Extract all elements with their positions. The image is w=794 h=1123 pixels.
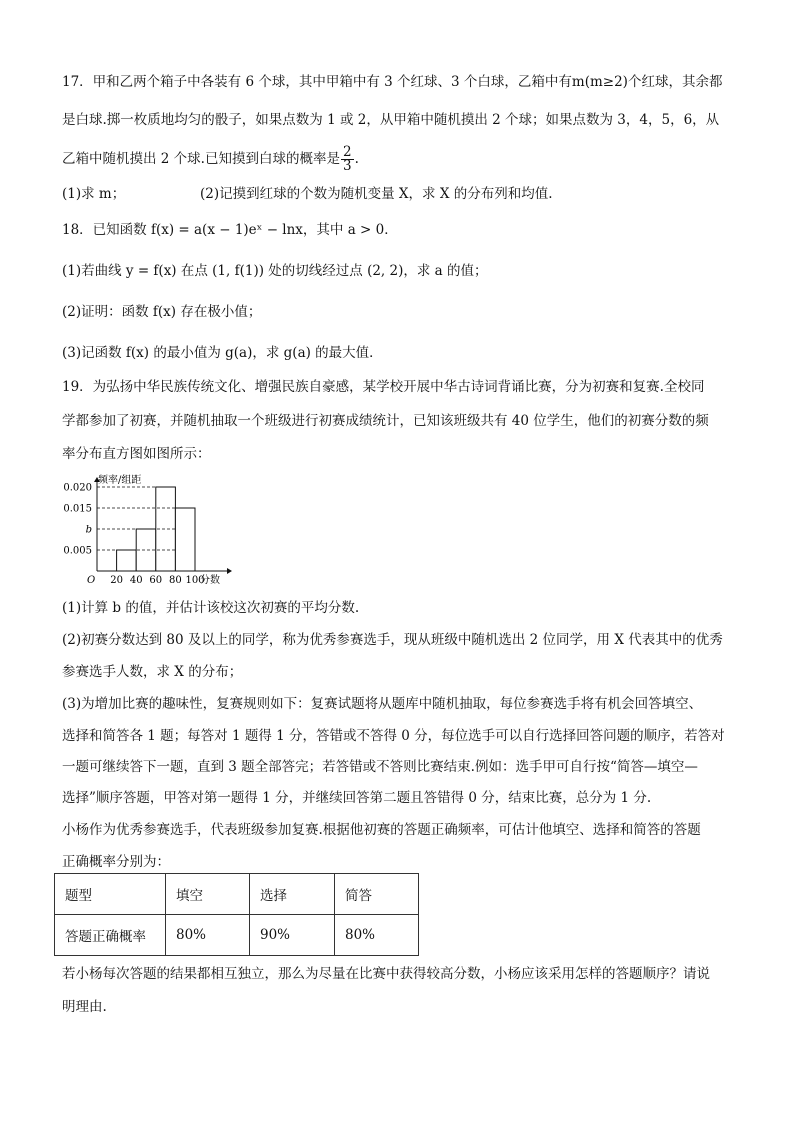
q18-sub2: (2)证明：函数 f(x) 存在极小值； [62,304,262,320]
frequency-histogram [60,470,240,590]
q17-frac-num: 2 [342,144,352,160]
q19-sub1: (1)计算 b 的值，并估计该校这次初赛的平均分数. [62,600,360,616]
q18-stem: 18．已知函数 f(x) = a(x − 1)eˣ − lnx，其中 a > 0． [62,222,398,238]
q19-line1: 19．为弘扬中华民族传统文化、增强民族自豪感，某学校开展中华古诗词背诵比赛，分为初赛和复赛.全校同 [62,379,705,395]
y-tick-label: b [85,524,92,536]
q17-frac-den: 3 [342,158,352,174]
table-header-cell: 填空 [166,874,250,915]
table-cell: 90% [250,915,335,956]
q17-line3 [62,146,359,173]
q17-line1: 17．甲和乙两个箱子中各装有 6 个球，其中甲箱中有 3 个红球、3 个白球，乙箱中有m(m≥2)个红球，其余都 [62,74,723,90]
q19-sub2b: 参赛选手人数，求 X 的分布； [62,664,243,680]
table-header-row [55,874,419,915]
x-axis-arrow [227,568,232,574]
table-header-cell: 简答 [335,874,419,915]
table-cell: 答题正确概率 [55,915,166,956]
q17-subquestions [62,184,553,204]
x-tick-label: 20 [110,575,123,586]
table-cell: 80% [335,915,419,956]
q19-line2: 学都参加了初赛，并随机抽取一个班级进行初赛成绩统计，已知该班级共有 40 位学生，他们的初赛分数的频 [62,413,709,429]
table-row [55,915,419,956]
histogram-bar [175,508,195,571]
y-tick-label: 0.005 [63,545,92,557]
q19-line3: 率分布直方图如图所示： [62,446,211,462]
x-tick-label: 80 [169,575,182,586]
q17-line3-text: 乙箱中随机摸出 2 个球.已知摸到白球的概率是 [62,151,340,167]
q19-sub3c: 一题可继续答下一题，直到 3 题全部答完；若答错或不答则比赛结束.例如：选手甲可自行按“简答—填空— [62,759,698,775]
y-tick-label: 0.015 [63,503,92,515]
q17-fraction [341,146,354,173]
table-cell: 80% [166,915,250,956]
q17-sub2: (2)记摸到红球的个数为随机变量 X，求 X 的分布列和均值. [200,186,553,202]
table-header-cell: 选择 [250,874,335,915]
x-tick-label: 60 [149,575,163,586]
q18-sub1: (1)若曲线 y = f(x) 在点 (1, f(1)) 处的切线经过点 (2, 2)，求 a 的值； [62,263,488,279]
q17-line2: 是白球.掷一枚质地均匀的骰子，如果点数为 1 或 2，从甲箱中随机摸出 2 个球；如果点数为 3，4，5，6，从 [62,112,720,128]
q19-para2: 正确概率分别为： [62,854,170,870]
y-tick-label: 0.020 [63,482,92,494]
origin-label: O [87,575,96,586]
q19-sub3d: 选择”顺序答题，甲答对第一题得 1 分，并继续回答第二题且答错得 0 分，结束比赛，总分为 1 分. [62,790,652,806]
q19-end1: 若小杨每次答题的结果都相互独立，那么为尽量在比赛中获得较高分数，小杨应该采用怎样的答题顺序？请说 [62,966,710,982]
x-axis-label: 分数 [200,575,220,586]
q19-sub3b: 选择和简答各 1 题；每答对 1 题得 1 分，答错或不答得 0 分，每位选手可以自行选择回答问题的顺序，若答对 [62,728,725,744]
q18-sub3: (3)记函数 f(x) 的最小值为 g(a)，求 g(a) 的最大值． [62,345,383,361]
y-axis-label: 频率/组距 [98,475,142,486]
histogram-bar [117,550,137,571]
x-tick-label: 40 [129,575,143,586]
q19-end2: 明理由. [62,999,107,1015]
accuracy-table [54,873,419,956]
q17-sub1: (1)求 m； [62,186,126,202]
q17-line3-end: . [354,151,359,167]
q19-sub3a: (3)为增加比赛的趣味性，复赛规则如下：复赛试题将从题库中随机抽取，每位参赛选手将有机会回答填空、 [62,696,703,712]
q19-para1: 小杨作为优秀参赛选手，代表班级参加复赛.根据他初赛的答题正确频率，可估计他填空、选择和简答的答题 [62,822,701,838]
table-header-cell: 题型 [55,874,166,915]
x-tick-label: 100 [185,575,205,586]
q19-sub2a: (2)初赛分数达到 80 及以上的同学，称为优秀参赛选手，现从班级中随机选出 2 位同学，用 X 代表其中的优秀 [62,632,723,648]
